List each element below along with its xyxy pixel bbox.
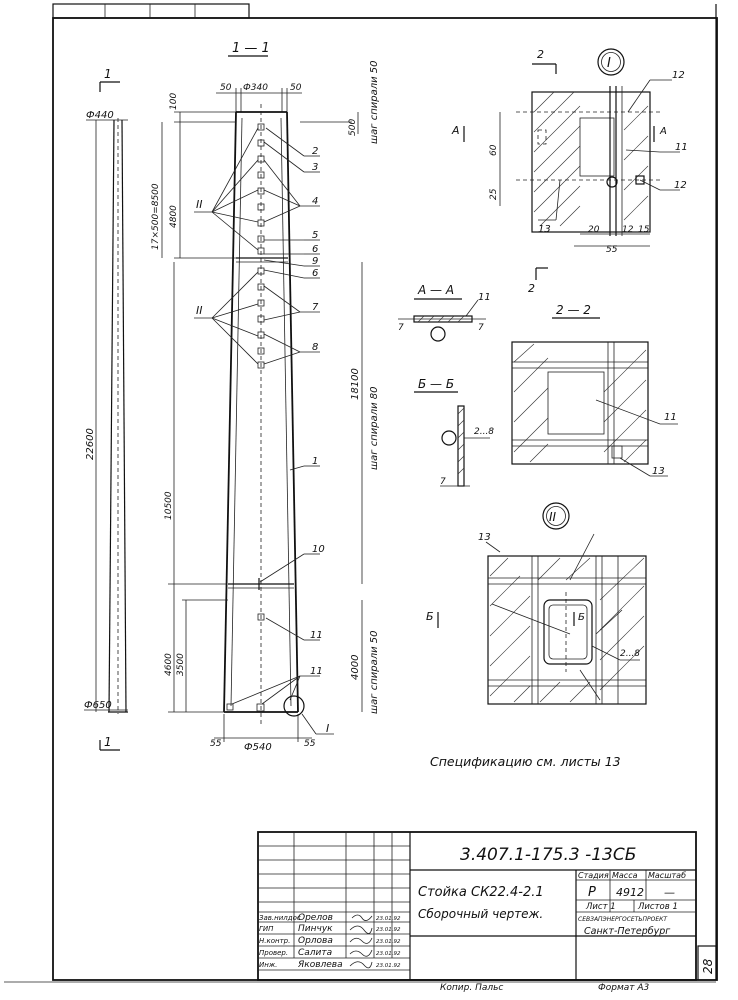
dim-7-aa-right: 7 — [478, 323, 484, 333]
mark-B-inner: Б — [578, 612, 585, 623]
signer-2-date: 23.01.92 — [376, 927, 401, 933]
detail-II-title: II — [549, 510, 557, 524]
dim-50-right: 50 — [290, 83, 302, 93]
dim-7-aa-left: 7 — [398, 323, 404, 333]
detail-II-mark-upper: II — [196, 198, 203, 211]
sheets-total: Листов 1 — [638, 902, 678, 912]
callout-11b: 11 — [310, 666, 323, 677]
section-B-B — [414, 377, 494, 487]
signer-3-name: Орлова — [298, 936, 333, 946]
dim-22600: 22600 — [85, 428, 96, 460]
sheet-frame — [53, 18, 717, 980]
callout-11a: 11 — [310, 630, 323, 641]
sheet-number: Лист 1 — [586, 902, 616, 912]
stage-value: Р — [588, 885, 596, 900]
signer-2-role: ГИП — [259, 925, 274, 933]
section-BB-label: Б — Б — [418, 377, 455, 391]
signer-1-date: 23.01.92 — [376, 916, 401, 922]
dim-3500: 3500 — [176, 653, 186, 676]
mass-value: 4912 — [616, 886, 644, 899]
spiral-step-50-top: шаг спирали 50 — [369, 60, 380, 144]
city: Санкт-Петербург — [584, 926, 671, 937]
dim-55-right: 55 — [304, 739, 316, 749]
dim-2-8-bb: 2...8 — [474, 427, 495, 437]
dim-50-left: 50 — [220, 83, 232, 93]
dim-phi340: Ф340 — [243, 83, 268, 93]
callout-6: 6 — [312, 244, 319, 255]
section-mark-left-bottom: 1 — [104, 735, 112, 749]
dim-4600: 4600 — [164, 653, 174, 676]
callout-6b: 6 — [312, 268, 319, 279]
signer-1-role: Зав.нилдос — [259, 914, 301, 922]
callout-13b: 13 — [652, 466, 665, 477]
detail-II-mark-lower: II — [196, 304, 203, 317]
dim-15: 15 — [638, 225, 650, 235]
section-2-2 — [512, 303, 678, 477]
signer-5-role: Инж. — [259, 961, 278, 969]
scale-value: — — [664, 886, 675, 899]
copied-by: Копир. Пальс — [440, 983, 504, 993]
signer-4-date: 23.01.92 — [376, 951, 401, 957]
title-name-line2: Сборочный чертеж. — [418, 907, 544, 921]
signer-5-name: Яковлева — [298, 960, 343, 970]
detail-I-title: I — [607, 56, 611, 71]
dim-10500: 10500 — [164, 491, 174, 520]
dim-55-left: 55 — [210, 739, 222, 749]
callout-9: 9 — [312, 256, 319, 267]
signer-1-name: Орелов — [298, 913, 333, 923]
callout-11c: 11 — [675, 142, 688, 153]
section-22-label: 2 — 2 — [556, 303, 591, 317]
dim-100: 100 — [169, 92, 179, 110]
stage-header: Стадия — [578, 871, 609, 880]
signer-4-role: Провер. — [259, 949, 289, 957]
callout-1: 1 — [312, 456, 319, 467]
signer-3-date: 23.01.92 — [376, 939, 401, 945]
title-block — [258, 832, 696, 980]
document-code: 3.407.1-175.3 -13СБ — [460, 845, 637, 865]
spiral-step-50-bottom: шаг спирали 50 — [369, 630, 380, 714]
dim-55-detail: 55 — [606, 245, 618, 255]
callout-12b: 12 — [674, 180, 687, 191]
dim-phi650: Ф650 — [84, 700, 112, 711]
dim-18100: 18100 — [350, 368, 361, 400]
callout-2: 2 — [312, 146, 319, 157]
callout-13c: 13 — [478, 532, 491, 543]
signer-3-role: Н.контр. — [259, 937, 291, 945]
callout-11d: 11 — [478, 292, 491, 303]
section-2-mark-bottom: 2 — [528, 282, 535, 295]
section-A-A — [398, 283, 491, 341]
dim-4800: 4800 — [169, 205, 179, 228]
scale-header: Масштаб — [648, 871, 687, 880]
title-name-line1: Стойка СК22.4-2.1 — [418, 885, 544, 900]
mark-A-left: А — [452, 124, 460, 137]
callout-7: 7 — [312, 302, 319, 313]
dim-7-bb: 7 — [440, 477, 446, 487]
signer-4-name: Салита — [298, 948, 333, 958]
detail-I — [451, 48, 688, 295]
callout-10: 10 — [312, 544, 325, 555]
dim-4000: 4000 — [350, 654, 361, 680]
callout-5: 5 — [312, 230, 319, 241]
dim-500: 500 — [348, 118, 358, 136]
callout-8: 8 — [312, 342, 319, 353]
section-1-1-label: 1 — 1 — [232, 41, 270, 56]
dim-17x500: 17×500=8500 — [151, 183, 161, 250]
signer-5-date: 23.01.92 — [376, 963, 401, 969]
section-2-mark-top: 2 — [537, 48, 544, 61]
left-elevation — [84, 67, 128, 750]
detail-I-mark: I — [326, 722, 330, 735]
page-number: 28 — [701, 958, 715, 974]
mark-A-right: А — [660, 126, 667, 137]
dim-phi540: Ф540 — [244, 742, 272, 753]
dim-phi440: Ф440 — [86, 110, 114, 121]
detail-II — [426, 503, 646, 704]
callout-12a: 12 — [672, 70, 685, 81]
section-1-1 — [151, 41, 380, 753]
dim-60: 60 — [489, 144, 499, 156]
mass-header: Масса — [612, 871, 638, 880]
dim-25: 25 — [489, 188, 499, 200]
top-stamp-box — [53, 4, 249, 18]
callout-11e-22: 11 — [664, 412, 677, 423]
mark-B-left: Б — [426, 610, 434, 623]
callout-3: 3 — [312, 162, 319, 173]
spiral-step-80: шаг спирали 80 — [369, 386, 380, 470]
specification-note: Спецификацию см. листы 13 — [430, 754, 621, 769]
callout-4: 4 — [312, 196, 319, 207]
section-mark-left-top: 1 — [104, 67, 112, 81]
callout-13a: 13 — [538, 224, 551, 235]
dim-2-8-detail: 2...8 — [620, 649, 641, 659]
organization: СЕВЗАПЭНЕРГОСЕТЬПРОЕКТ — [578, 916, 668, 923]
section-AA-label: А — А — [418, 283, 455, 297]
dim-12: 12 — [622, 225, 634, 235]
sheet-format: Формат А3 — [598, 983, 650, 993]
signer-2-name: Пинчук — [298, 924, 333, 934]
dim-20: 20 — [588, 225, 600, 235]
